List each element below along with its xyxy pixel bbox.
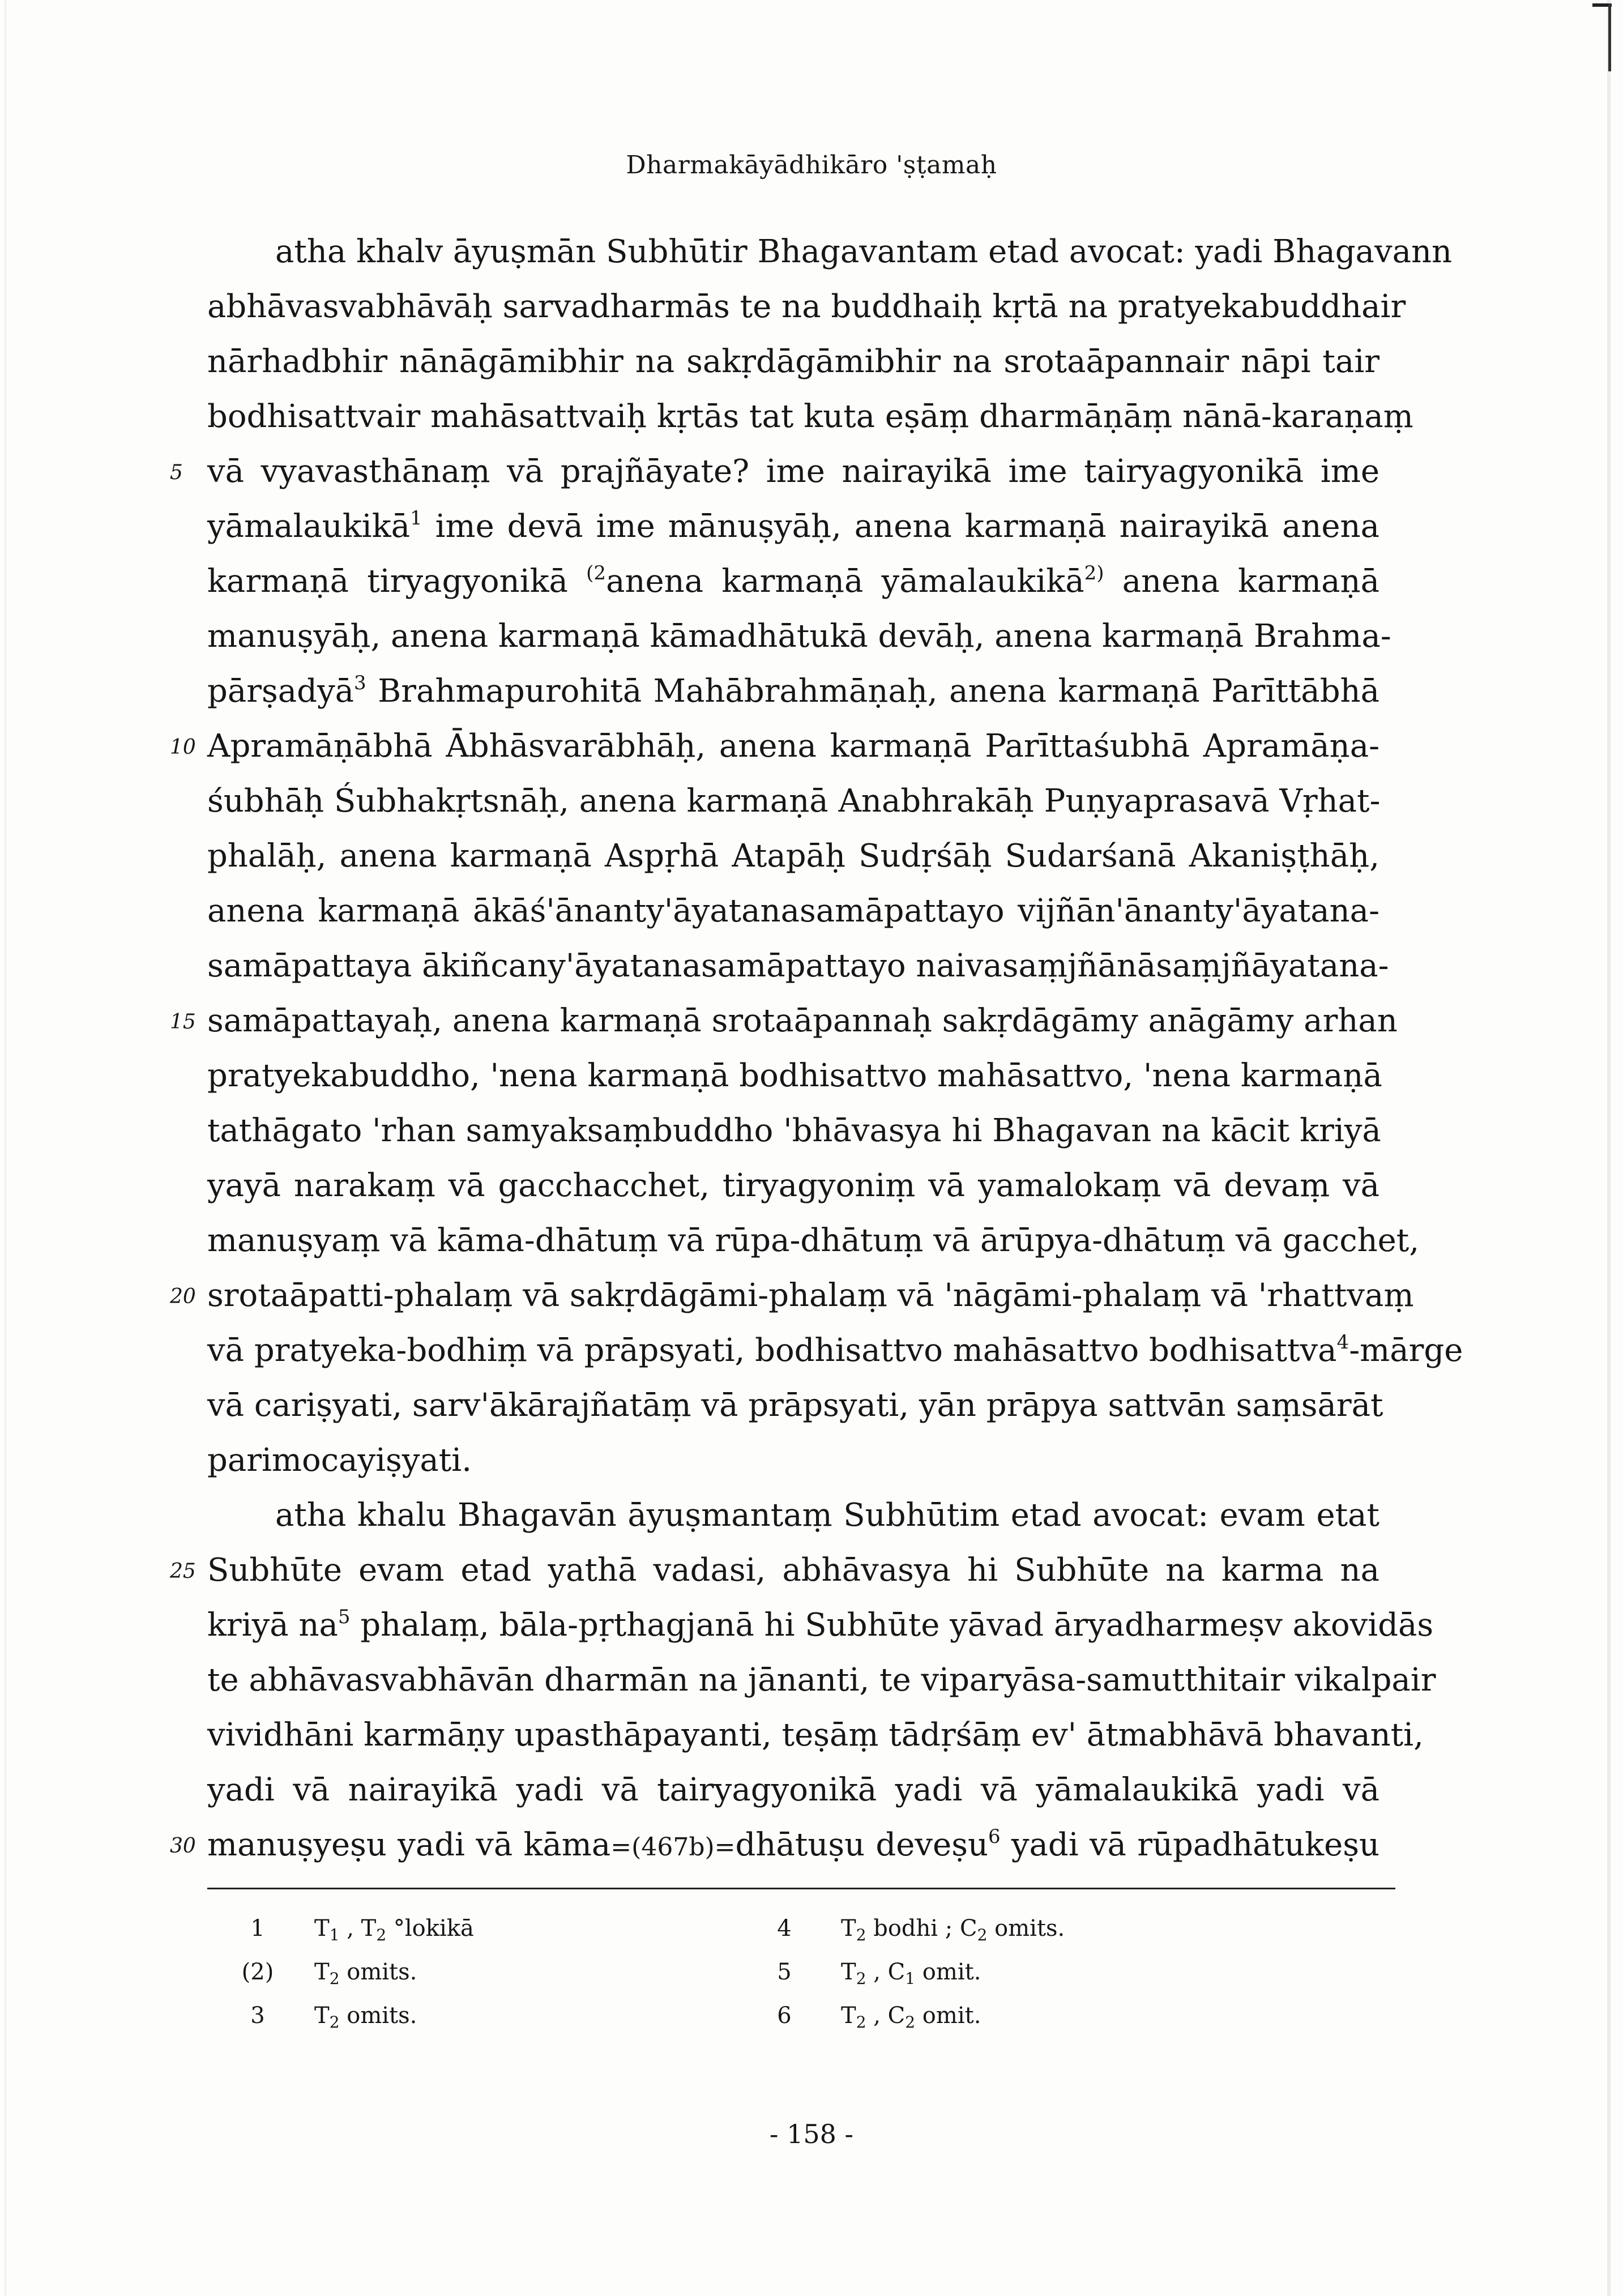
text-line-28: vividhāni karmāṇy upasthāpayanti, teṣāṃ tādṛśāṃ ev' ātmabhāvā bhavanti,	[207, 1717, 1424, 1753]
text-line-22: vā cariṣyati, sarv'ākārajñatāṃ vā prāpsyati, yān prāpya sattvān saṃsārāt	[207, 1387, 1383, 1424]
text-line-9: pārṣadyā$^3$ Brahmapurohitā Mahābrahmāṇaḥ, anena karmaṇā Parīttābhā	[207, 672, 1379, 710]
footnote-marker: 2)	[1084, 562, 1104, 584]
text-line-13: anena karmaṇā ākāś'ānanty'āyatanasamāpattayo vijñān'ānanty'āyatana-	[207, 893, 1379, 929]
text-line-7: karmaṇā tiryagyonikā $^{(2}$anena karmaṇā yāmalaukikā$^{2)}$ anena karmaṇā	[207, 562, 1379, 600]
text-line-4: bodhisattvair mahāsattvaiḥ kṛtās tat kuta eṣāṃ dharmāṇāṃ nānā-karaṇaṃ	[207, 398, 1413, 435]
text-line-3: nārhadbhir nānāgāmibhir na sakṛdāgāmibhir na srotaāpannair nāpi tair	[207, 343, 1379, 380]
line-number: 5	[170, 461, 183, 484]
text-line-17: tathāgato 'rhan samyaksaṃbuddho 'bhāvasya hi Bhagavan na kācit kriyā	[207, 1112, 1381, 1149]
text-line-20: srotaāpatti-phalaṃ vā sakṛdāgāmi-phalaṃ vā 'nāgāmi-phalaṃ vā 'rhattvaṃ	[207, 1277, 1414, 1314]
text-line-8: manuṣyāḥ, anena karmaṇā kāmadhātukā devāḥ, anena karmaṇā Brahma-	[207, 618, 1391, 655]
line-number: 30	[170, 1834, 196, 1858]
text-line-14: samāpattaya ākiñcany'āyatanasamāpattayo naivasaṃjñānāsaṃjñāyatana-	[207, 948, 1389, 984]
line-number: 20	[170, 1285, 196, 1308]
footnote-marker: (2	[586, 562, 607, 584]
line-number: 25	[170, 1560, 196, 1583]
text-line-27: te abhāvasvabhāvān dharmān na jānanti, te viparyāsa-samutthitair vikalpair	[207, 1662, 1436, 1698]
page-number: - 158 -	[769, 2119, 854, 2149]
running-head: Dharmakāyādhikāro 'ṣṭamaḥ	[626, 151, 997, 180]
text-line-2: abhāvasvabhāvāḥ sarvadharmās te na buddhaiḥ kṛtā na pratyekabuddhair	[207, 288, 1406, 325]
footnote-rule	[207, 1888, 1395, 1889]
text-line-26: kriyā $na^5$ phalaṃ, bāla-pṛthagjanā hi Subhūte yāvad āryadharmeṣv akovidās	[207, 1606, 1434, 1644]
text-line-5: vā vyavasthānaṃ vā prajñāyate? ime nairayikā ime tairyagyonikā ime	[207, 453, 1379, 490]
line-number: 10	[170, 736, 196, 759]
text-line-24: atha khalu Bhagavān āyuṣmantaṃ Subhūtim etad avocat: evam etat	[275, 1497, 1379, 1534]
text-line-29: yadi vā nairayikā yadi vā tairyagyonikā yadi vā yāmalaukikā yadi vā	[207, 1772, 1379, 1808]
footnote-marker: 5	[338, 1606, 351, 1628]
line-number: 15	[170, 1010, 196, 1034]
scan-edge-left	[5, 0, 6, 2296]
text-line-30: manuṣyeṣu yadi vā kāma=(467b)=dhātuṣu deveṣu$^6$ yadi vā rūpadhātukeṣu	[207, 1825, 1380, 1863]
text-line-1: atha khalv āyuṣmān Subhūtir Bhagavantam etad avocat: yadi Bhagavann	[275, 233, 1453, 270]
footnote-marker: 3	[354, 672, 366, 694]
text-line-16: pratyekabuddho, 'nena karmaṇā bodhisattvo mahāsattvo, 'nena karmaṇā	[207, 1057, 1382, 1094]
text-line-10: Apramāṇābhā Ābhāsvarābhāḥ, anena karmaṇā Parīttaśubhā Apramāṇa-	[207, 728, 1379, 765]
text-line-15: samāpattayaḥ, anena karmaṇā srotaāpannaḥ sakṛdāgāmy anāgāmy arhan	[207, 1002, 1398, 1039]
scan-edge-right	[1607, 0, 1611, 2296]
footnote-marker: 4	[1336, 1331, 1349, 1354]
scan-corner-mark-vertical	[1608, 3, 1611, 71]
footnote-marker: 1	[410, 507, 422, 530]
text-line-19: manuṣyaṃ vā kāma-dhātuṃ vā rūpa-dhātuṃ vā ārūpya-dhātuṃ vā gacchet,	[207, 1222, 1420, 1259]
text-line-25: Subhūte evam etad yathā vadasi, abhāvasya hi Subhūte na karma na	[207, 1552, 1379, 1589]
document-page: Dharmakāyādhikāro 'ṣṭamaḥ atha khalv āyuṣmān Subhūtir Bhagavantam etad avocat: yadi Bhagavann abhāvasvabhāvāḥ sarvadharmās te na buddhaiḥ kṛtā na pratyekabuddhair nārhadbhir nānāgāmibhir na sakṛdāgāmibhir na srotaāpannair nāpi tair bodhisattvair mahāsattvaiḥ kṛtās tat kuta eṣāṃ dharmāṇāṃ nānā-karaṇaṃ vā vyavasthānaṃ vā prajñāyate? ime nairayikā ime tairyagyonikā ime yāmalaukikā$^1$ ime devā ime mānuṣyāḥ, anena karmaṇā nairayikā anena karmaṇā tiryagyonikā $^{(2}$anena karmaṇā yāmalaukikā$^{2)}$ anena karmaṇā manuṣyāḥ, anena karmaṇā kāmadhātukā devāḥ, anena karmaṇā Brahma- pārṣadyā$^3$ Brahmapurohitā Mahābrahmāṇaḥ, anena karmaṇā Parīttābhā Apramāṇābhā Ābhāsvarābhāḥ, anena karmaṇā Parīttaśubhā Apramāṇa- śubhāḥ Śubhakṛtsnāḥ, anena karmaṇā Anabhrakāḥ Puṇyaprasavā Vṛhat- phalāḥ, anena karmaṇā Aspṛhā Atapāḥ Sudṛśāḥ Sudarśanā Akaniṣṭhāḥ, anena karmaṇā ākāś'ānanty'āyatanasamāpattayo vijñān'ānanty'āyatana- samāpattaya ākiñcany'āyatanasamāpattayo naivasaṃjñānāsaṃjñāyatana- samāpattayaḥ, anena karmaṇā srotaāpannaḥ sakṛdāgāmy anāgāmy arhan pratyekabuddho, 'nena karmaṇā bodhisattvo mahāsattvo, 'nena karmaṇā tathāgato 'rhan samyaksaṃbuddho 'bhāvasya hi Bhagavan na kācit kriyā yayā narakaṃ vā gacchacchet, tiryagyoniṃ vā yamalokaṃ vā devaṃ vā manuṣyaṃ vā kāma-dhātuṃ vā rūpa-dhātuṃ vā ārūpya-dhātuṃ vā gacchet, srotaāpatti-phalaṃ vā sakṛdāgāmi-phalaṃ vā 'nāgāmi-phalaṃ vā 'rhattvaṃ vā pratyeka-bodhiṃ vā prāpsyati, bodhisattvo mahāsattvo bodhisattva$^4$-mārge vā cariṣyati, sarv'ākārajñatāṃ vā prāpsyati, yān prāpya sattvān saṃsārāt parimocayiṣyati. atha khalu Bhagavān āyuṣmantaṃ Subhūtim etad avocat: evam etat Subhūte evam etad yathā vadasi, abhāvasya hi Subhūte na karma na kriyā $na^5$ phalaṃ, bāla-pṛthagjanā hi Subhūte yāvad āryadharmeṣv akovidās te abhāvasvabhāvān dharmān na jānanti, te viparyāsa-samutthitair vikalpair vividhāni karmāṇy upasthāpayanti, teṣāṃ tādṛśāṃ ev' ātmabhāvā bhavanti, yadi vā nairayikā yadi vā tairyagyonikā yadi vā yāmalaukikā yadi vā manuṣyeṣu yadi vā kāma=(467b)=dhātuṣu deveṣu$^6$ yadi vā rūpadhātukeṣu 5 10 15 20 25 30 1 $T_1$ , $T_2$ °lokikā (2) $T_2$ omits. 3 $T_2$ omits. 4 $T_2$ bodhi ; $C_2$ omits. 5 $T_2$ , $C_1$ omit. 6 $T_2$ , $C_2$ omit. - 158 -	[0, 0, 1623, 2296]
text-line-18: yayā narakaṃ vā gacchacchet, tiryagyoniṃ vā yamalokaṃ vā devaṃ vā	[207, 1167, 1379, 1204]
footnote-marker: 6	[988, 1825, 1001, 1848]
text-line-21: vā pratyeka-bodhiṃ vā prāpsyati, bodhisattvo mahāsattvo bodhisattva$^4$-mārge	[207, 1331, 1463, 1369]
text-line-6: yāmalaukikā$^1$ ime devā ime mānuṣyāḥ, anena karmaṇā nairayikā anena	[207, 507, 1379, 545]
folio-reference: =(467b)=	[610, 1833, 736, 1862]
text-line-11: śubhāḥ Śubhakṛtsnāḥ, anena karmaṇā Anabhrakāḥ Puṇyaprasavā Vṛhat-	[207, 783, 1381, 820]
text-line-23: parimocayiṣyati.	[207, 1442, 472, 1479]
text-line-12: phalāḥ, anena karmaṇā Aspṛhā Atapāḥ Sudṛśāḥ Sudarśanā Akaniṣṭhāḥ,	[207, 838, 1379, 874]
